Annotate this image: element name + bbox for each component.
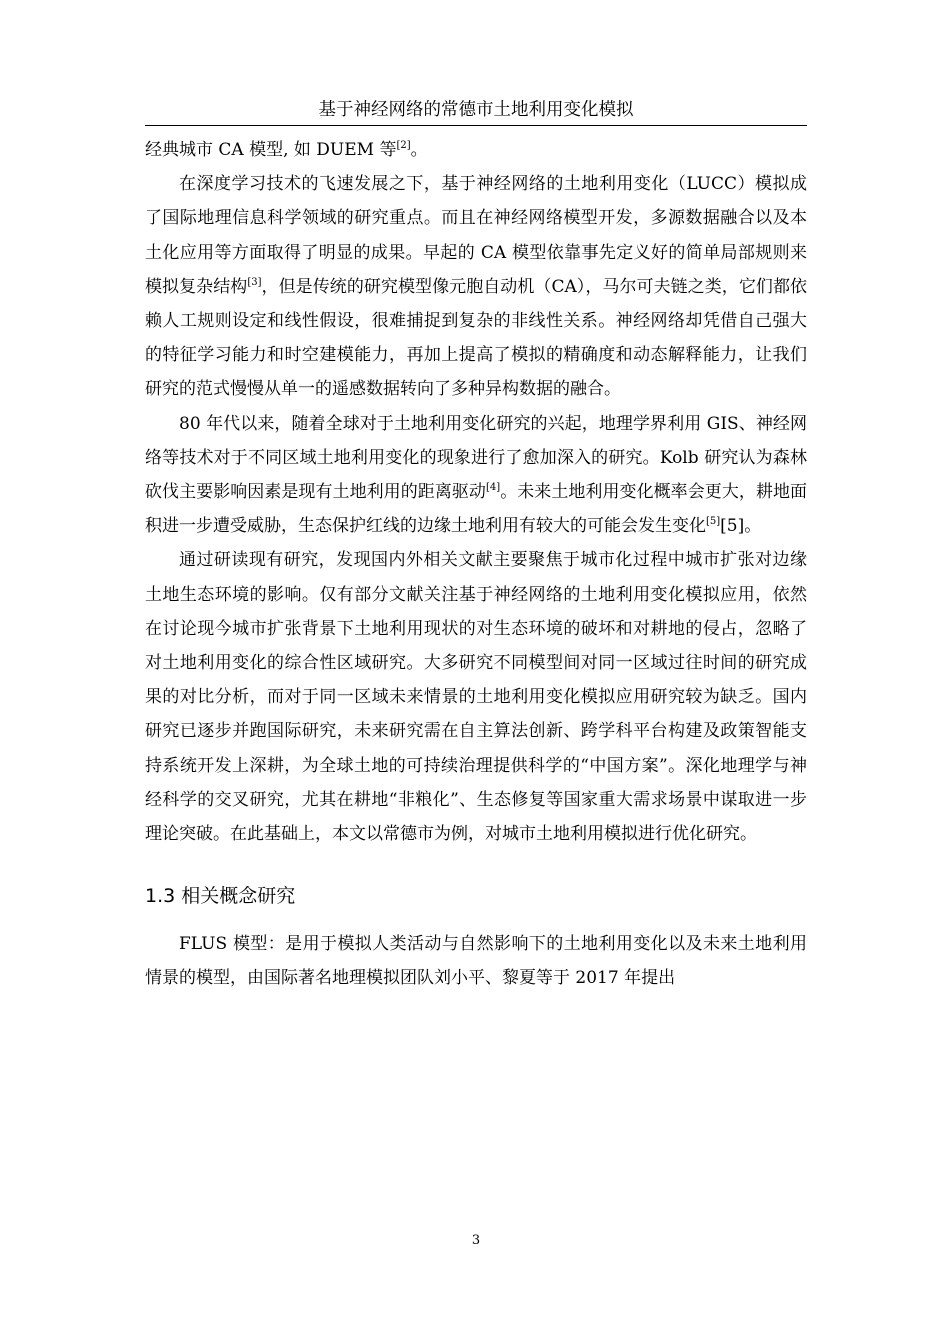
header-rule	[145, 125, 807, 126]
paragraph-text: 。	[410, 140, 428, 160]
citation-5: [5]	[706, 516, 721, 528]
section-heading: 1.3 相关概念研究	[145, 885, 296, 908]
page-number: 3	[471, 1233, 481, 1248]
paragraph-history	[145, 407, 807, 544]
citation-3: [3]	[247, 276, 262, 288]
paragraph-deep-learning	[145, 167, 807, 406]
running-header: 基于神经网络的常德市土地利用变化模拟	[318, 100, 634, 120]
body-text	[145, 133, 807, 996]
paragraph-text: 80 年代以来，随着全球对于土地利用变化研究的兴起，地理学界利用 GIS、神经网络等技术对于不同区域土地利用变化的现象进行了愈加深入的研究。Kolb 研究认为森林砍伐主要影响因素是现有土地利用的距离驱动	[145, 413, 807, 503]
paragraph-text: ，但是传统的研究模型像元胞自动机（CA），马尔可夫链之类，它们都依赖人工规则设定和线性假设，很难捕捉到复杂的非线性关系。神经网络却凭借自己强大的特征学习能力和时空建模能力，再加上提高了模拟的精确度和动态解释能力，让我们研究的范式慢慢从单一的遥感数据转向了多种异构数据的融合。	[145, 276, 807, 400]
paragraph-text: [5]。	[720, 516, 762, 537]
citation-4: [4]	[485, 482, 501, 494]
paragraph-continuation	[145, 133, 807, 167]
paragraph-text: 在深度学习技术的飞速发展之下，基于神经网络的土地利用变化（LUCC）模拟成了国际地理信息科学领域的研究重点。而且在神经网络模型开发，多源数据融合以及本土化应用等方面取得了明显的成果。早起的 CA 模型依靠事先定义好的简单局部规则来模拟复杂结构	[145, 174, 807, 297]
paragraph-flus: FLUS 模型：是用于模拟人类活动与自然影响下的土地利用变化以及未来土地利用情景的模型，由国际著名地理模拟团队刘小平、黎夏等于 2017 年提出	[145, 934, 807, 989]
paragraph-text: 。未来土地利用变化概率会更大，耕地面积进一步遭受威胁，生态保护红线的边缘土地利用有较大的可能会发生变化	[145, 482, 808, 537]
citation-2: [2]	[396, 140, 411, 151]
paragraph-review: 通过研读现有研究，发现国内外相关文献主要聚焦于城市化过程中城市扩张对边缘土地生态环境的影响。仅有部分文献关注基于神经网络的土地利用变化模拟应用，依然在讨论现今城市扩张背景下土地利用现状的对生态环境的破坏和对耕地的侵占，忽略了对土地利用变化的综合性区域研究。大多研究不同模型间对同一区域过往时间的研究成果的对比分析，而对于同一区域未来情景的土地利用变化模拟应用研究较为缺乏。国内研究已逐步并跑国际研究，未来研究需在自主算法创新、跨学科平台构建及政策智能支持系统开发上深耕，为全球土地的可持续治理提供科学的“中国方案”。深化地理学与神经科学的交叉研究，尤其在耕地“非粮化”、生态修复等国家重大需求场景中谋取进一步理论突破。在此基础上，本文以常德市为例，对城市土地利用模拟进行优化研究。	[145, 550, 807, 845]
paragraph-text: 经典城市 CA 模型, 如 DUEM 等	[145, 140, 397, 160]
